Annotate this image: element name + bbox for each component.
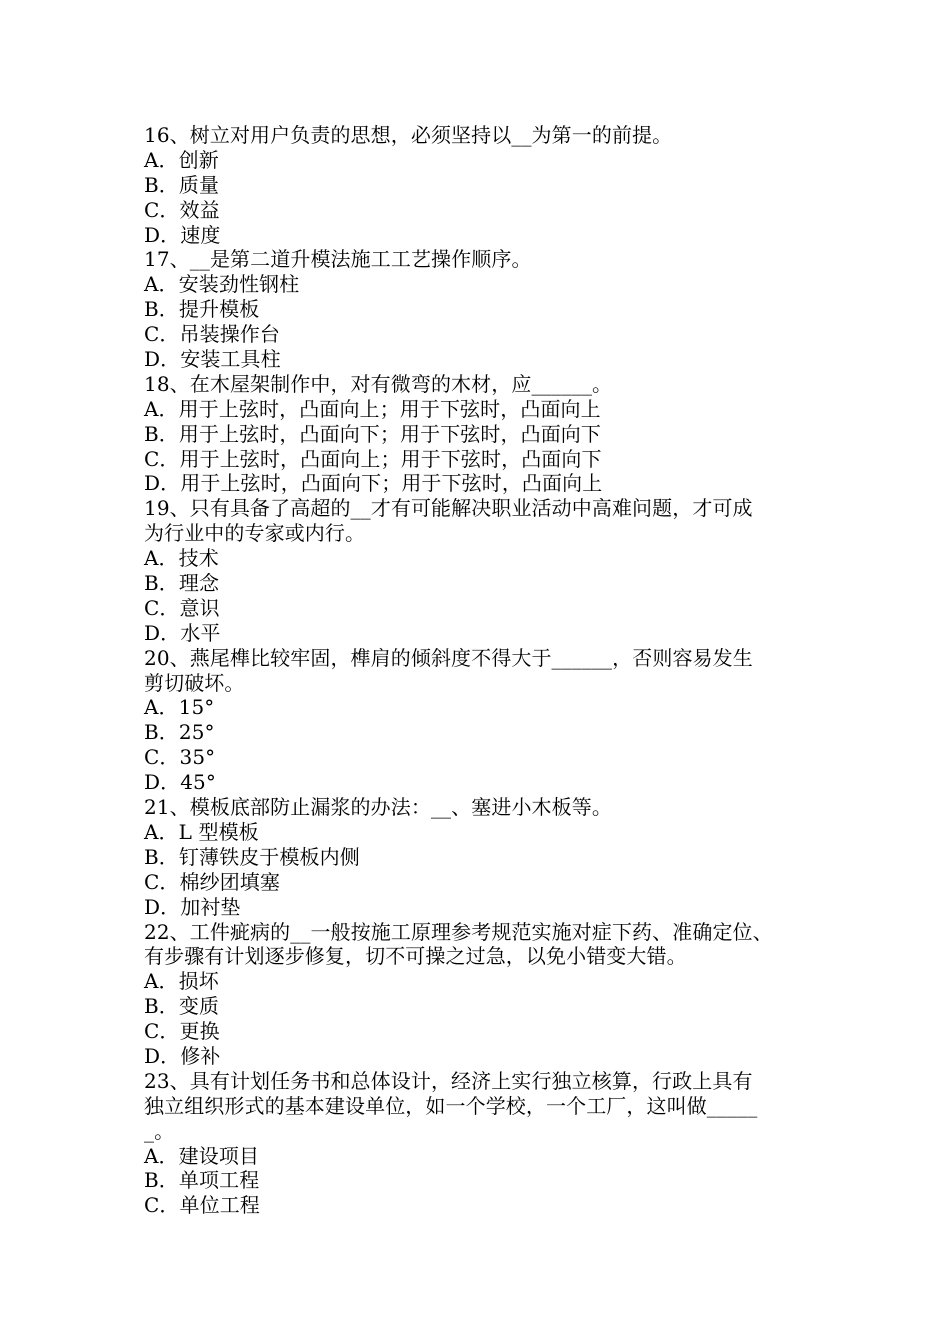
option-21-c: C．棉纱团填塞 [144, 869, 281, 894]
option-16-d: D．速度 [144, 222, 221, 247]
option-19-d: D．水平 [144, 620, 221, 645]
question-22-line-1: 22、工件疵病的__一般按施工原理参考规范实施对症下药、准确定位、 [144, 919, 773, 944]
question-16: 16、树立对用户负责的思想，必须坚持以__为第一的前提。 [144, 123, 673, 147]
option-17-b: B．提升模板 [144, 297, 260, 322]
option-19-a: A．技术 [144, 546, 219, 571]
option-22-b: B．变质 [144, 994, 220, 1019]
option-17-a: A．安装劲性钢柱 [144, 272, 300, 297]
option-23-a: A．建设项目 [144, 1143, 260, 1168]
option-16-c: C．效益 [144, 197, 220, 222]
option-19-c: C．意识 [144, 595, 220, 620]
question-23-line-2: 独立组织形式的基本建设单位，如一个学校，一个工厂，这叫做_____ [144, 1093, 758, 1118]
option-16-b: B．质量 [144, 172, 220, 197]
document-body [144, 123, 816, 1218]
question-20-line-1: 20、燕尾榫比较牢固，榫肩的倾斜度不得大于______，否则容易发生 [144, 645, 753, 670]
question-20-line-2: 剪切破坏。 [144, 670, 245, 695]
option-20-d: D．45° [144, 770, 216, 795]
option-17-c: C．吊装操作台 [144, 322, 281, 347]
option-20-c: C．35° [144, 745, 216, 770]
question-22-line-2: 有步骤有计划逐步修复，切不可操之过急，以免小错变大错。 [144, 944, 687, 969]
option-21-d: D．加衬垫 [144, 894, 241, 919]
question-23-line-3: _。 [144, 1118, 175, 1143]
option-20-a: A．15° [144, 695, 215, 720]
option-21-b: B．钉薄铁皮于模板内侧 [144, 844, 360, 869]
option-17-d: D．安装工具柱 [144, 347, 281, 372]
option-18-a: A．用于上弦时，凸面向上；用于下弦时，凸面向上 [144, 396, 601, 421]
question-18: 18、在木屋架制作中，对有微弯的木材，应______。 [144, 371, 613, 396]
option-23-b: B．单项工程 [144, 1168, 260, 1193]
question-19-line-2: 为行业中的专家或内行。 [144, 521, 366, 546]
option-18-d: D．用于上弦时，凸面向下；用于下弦时，凸面向上 [144, 471, 603, 496]
question-21: 21、模板底部防止漏浆的办法：__、塞进小木板等。 [144, 795, 612, 820]
option-18-c: C．用于上弦时，凸面向上；用于下弦时，凸面向下 [144, 446, 602, 471]
option-22-a: A．损坏 [144, 969, 219, 994]
question-23-line-1: 23、具有计划任务书和总体设计，经济上实行独立核算，行政上具有 [144, 1068, 753, 1093]
option-23-c: C．单位工程 [144, 1193, 260, 1218]
option-16-a: A．创新 [144, 147, 219, 172]
option-19-b: B．理念 [144, 571, 220, 596]
question-17: 17、__是第二道升模法施工工艺操作顺序。 [144, 247, 532, 272]
option-22-d: D．修补 [144, 1043, 221, 1068]
option-21-a: A．L 型模板 [144, 819, 259, 844]
option-20-b: B．25° [144, 720, 215, 745]
option-22-c: C．更换 [144, 1019, 220, 1044]
option-18-b: B．用于上弦时，凸面向下；用于下弦时，凸面向下 [144, 421, 601, 446]
question-19-line-1: 19、只有具备了高超的__才有可能解决职业活动中高难问题，才可成 [144, 496, 753, 521]
